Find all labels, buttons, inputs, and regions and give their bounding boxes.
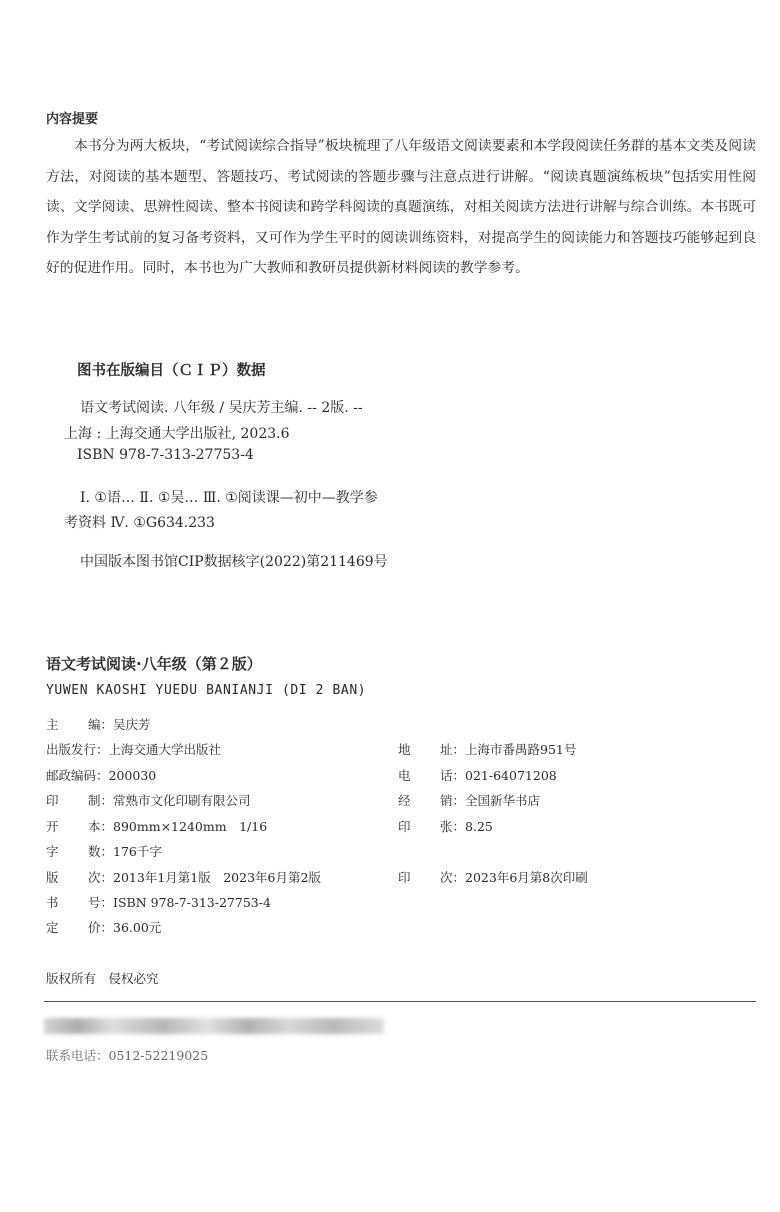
distributor-label-b: 销： (440, 793, 466, 808)
printing-label-b: 次： (440, 870, 466, 885)
publisher-value: 上海交通大学出版社 (108, 742, 222, 757)
printing-row (398, 868, 588, 886)
format-label-b: 本： (88, 819, 114, 834)
sheets-row (398, 817, 493, 835)
edition-value: 2013年1月第1版 2023年6月第2版 (113, 870, 321, 885)
cip-record: 中国版本图书馆CIP数据核字(2022)第211469号 (80, 554, 388, 570)
cip-line-3: ISBN 978-7-313-27753-4 (77, 447, 254, 463)
summary-title: 内容提要 (46, 112, 99, 127)
address-label-a: 地 (398, 742, 411, 757)
book-pinyin: YUWEN KAOSHI YUEDU BANIANJI (DI 2 BAN) (46, 683, 367, 698)
sheets-label-a: 印 (398, 819, 411, 834)
book-title: 语文考试阅读·八年级（第２版） (46, 655, 262, 673)
distributor-label-a: 经 (398, 793, 411, 808)
printer-label-a: 印 (46, 793, 59, 808)
cip-line-4: Ⅰ. ①语… Ⅱ. ①吴… Ⅲ. ①阅读课—初中—教学参 (80, 490, 378, 506)
cip-title: 图书在版编目（ＣＩＰ）数据 (77, 363, 266, 379)
address-label-b: 址： (440, 742, 466, 757)
printer-value: 常熟市文化印刷有限公司 (113, 793, 251, 808)
publisher-row (46, 740, 221, 758)
edition-row (46, 868, 321, 886)
redacted-text (44, 1018, 384, 1034)
divider (44, 1001, 756, 1002)
rights-notice: 版权所有 侵权必究 (46, 971, 159, 986)
price-row (46, 918, 161, 936)
format-label-a: 开 (46, 819, 59, 834)
words-label-b: 数： (88, 844, 114, 859)
editor-value: 吴庆芳 (113, 717, 151, 732)
phone-value: 021-64071208 (465, 768, 557, 783)
printing-label-a: 印 (398, 870, 411, 885)
edition-label-b: 次： (88, 870, 114, 885)
phone-row (398, 766, 557, 784)
editor-label-b: 编： (88, 717, 114, 732)
address-value: 上海市番禺路951号 (465, 742, 577, 757)
cip-line-5: 考资料 Ⅳ. ①G634.233 (64, 515, 215, 531)
isbn-label-a: 书 (46, 895, 59, 910)
price-label-b: 价： (88, 920, 114, 935)
phone-label-a: 电 (398, 768, 411, 783)
postcode-label: 邮政编码： (46, 768, 109, 783)
cip-line-1: 语文考试阅读. 八年级 / 吴庆芳主编. -- 2版. -- (80, 400, 363, 416)
distributor-value: 全国新华书店 (465, 793, 541, 808)
address-row (398, 740, 576, 758)
price-value: 36.00元 (113, 920, 162, 935)
isbn-value: ISBN 978-7-313-27753-4 (113, 895, 271, 910)
postcode-row (46, 766, 156, 784)
editor-row (46, 715, 151, 733)
editor-label-a: 主 (46, 717, 59, 732)
printer-row (46, 791, 251, 809)
isbn-label-b: 号： (88, 895, 114, 910)
postcode-value: 200030 (108, 768, 157, 783)
phone-label-b: 话： (440, 768, 466, 783)
printing-value: 2023年6月第8次印刷 (465, 870, 588, 885)
isbn-row (46, 893, 271, 911)
price-label-a: 定 (46, 920, 59, 935)
words-value: 176千字 (113, 844, 162, 859)
cip-line-2: 上海 : 上海交通大学出版社, 2023.6 (64, 426, 290, 442)
words-label-a: 字 (46, 844, 59, 859)
contact-phone: 联系电话：0512-52219025 (46, 1048, 209, 1063)
edition-label-a: 版 (46, 870, 59, 885)
printer-label-b: 制： (88, 793, 114, 808)
format-value: 890mm×1240mm 1/16 (113, 819, 268, 834)
summary-body: 本书分为两大板块，“考试阅读综合指导”板块梳理了八年级语文阅读要素和本学段阅读任务群的基本文类及阅读方法，对阅读的基本题型、答题技巧、考试阅读的答题步骤与注意点进行讲解。“阅读真题演练板块”包括实用性阅读、文学阅读、思辨性阅读、整本书阅读和跨学科阅读的真题演练，对相关阅读方法进行讲解与综合训练。本书既可作为学生考试前的复习备考资料，又可作为学生平时的阅读训练资料，对提高学生的阅读能力和答题技巧能够起到良好的促进作用。同时，本书也为广大教师和教研员提供新材料阅读的教学参考。 (46, 138, 756, 276)
publisher-label: 出版发行： (46, 742, 109, 757)
sheets-label-b: 张： (440, 819, 466, 834)
format-row (46, 817, 267, 835)
distributor-row (398, 791, 540, 809)
words-row (46, 842, 162, 860)
sheets-value: 8.25 (465, 819, 493, 834)
